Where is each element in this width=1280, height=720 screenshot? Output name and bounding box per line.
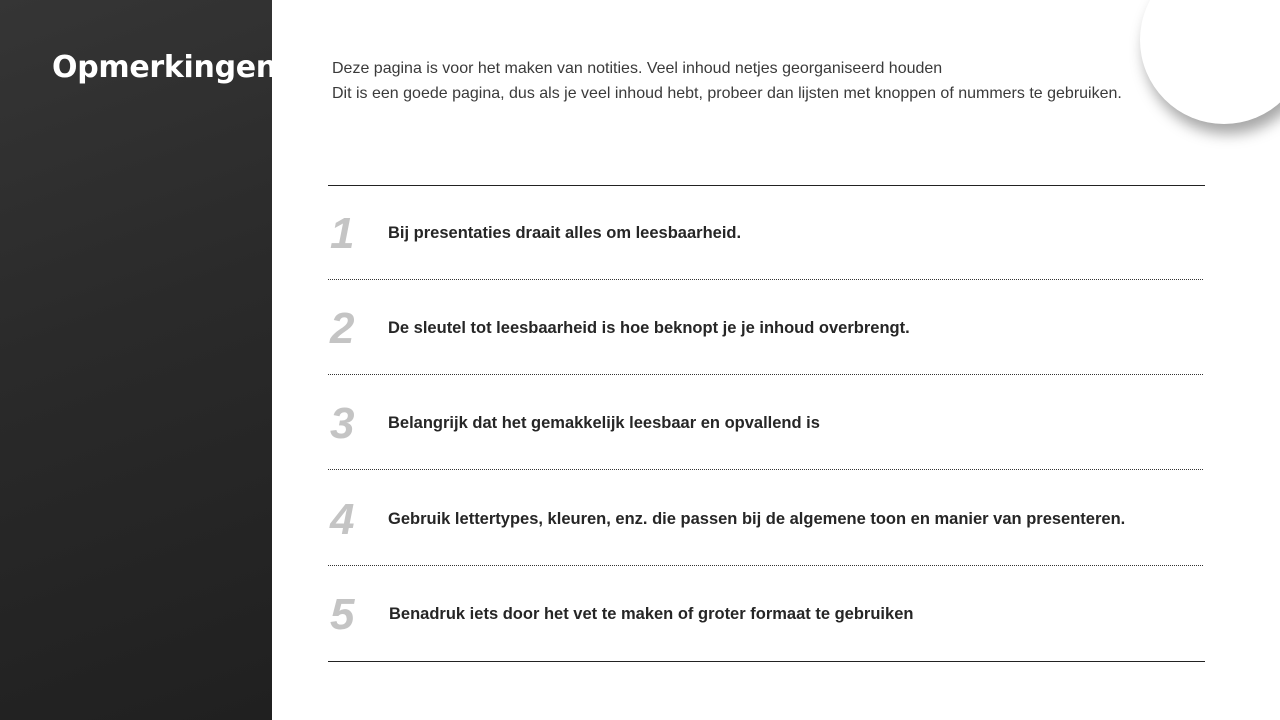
list-item: [328, 471, 1203, 566]
item-text: Belangrijk dat het gemakkelijk leesbaar en opvallend is: [388, 414, 820, 432]
intro-line-1: Deze pagina is voor het maken van notities. Veel inhoud netjes georganiseerd houden: [332, 60, 943, 77]
intro-line-2: Dit is een goede pagina, dus als je veel inhoud hebt, probeer dan lijsten met knoppen of nummers te gebruiken.: [332, 85, 1122, 102]
item-text: Bij presentaties draait alles om leesbaarheid.: [388, 224, 742, 242]
list-item: [328, 566, 1203, 661]
decorative-circle: [1140, 0, 1280, 124]
list-item: [328, 185, 1203, 280]
item-text: Benadruk iets door het vet te maken of groter formaat te gebruiken: [389, 605, 914, 623]
item-number: 5: [330, 590, 355, 639]
item-number: 1: [330, 209, 355, 258]
item-number: 2: [330, 304, 355, 353]
item-number: 3: [330, 399, 355, 448]
item-text: Gebruik lettertypes, kleuren, enz. die passen bij de algemene toon en manier van presenteren.: [388, 510, 1126, 528]
intro-text: [332, 56, 1122, 106]
sidebar-panel: [0, 0, 277, 720]
page-title: Opmerkingen: [52, 50, 277, 85]
bottom-divider: [328, 661, 1205, 662]
item-number: 4: [330, 495, 355, 544]
list-item: [328, 280, 1203, 375]
list-item: [328, 375, 1203, 470]
item-text: De sleutel tot leesbaarheid is hoe beknopt je je inhoud overbrengt.: [388, 319, 910, 337]
